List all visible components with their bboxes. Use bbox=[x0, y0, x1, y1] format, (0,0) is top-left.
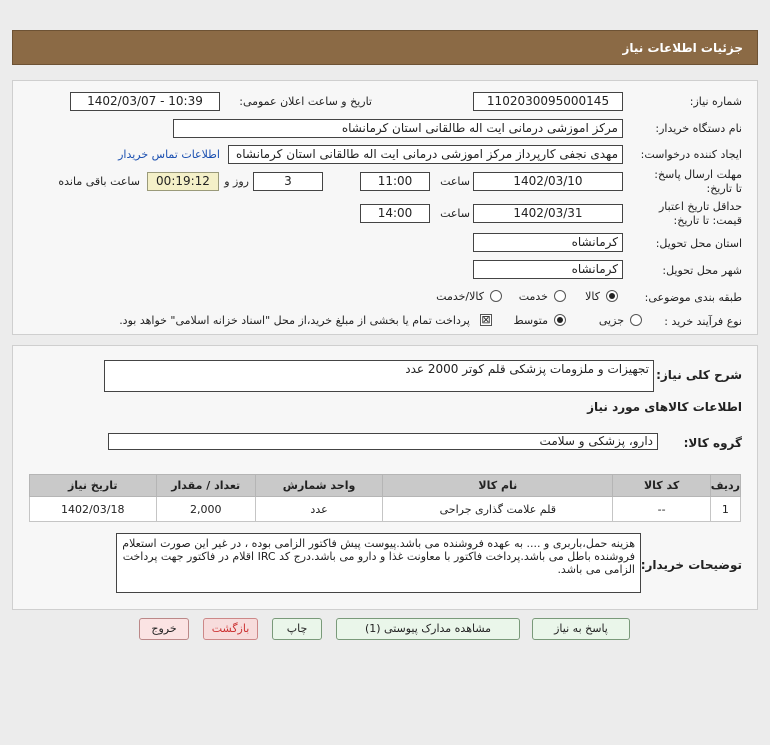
category-service-label: خدمت bbox=[518, 290, 548, 303]
cell-quantity: 2,000 bbox=[156, 497, 255, 522]
buyer-notes-label: توضیحات خریدار: bbox=[640, 558, 742, 572]
category-goods-label: کالا bbox=[585, 290, 600, 303]
buyer-org-field: مرکز اموزشی درمانی ایت اله طالقانی استان کرمانشاه bbox=[173, 119, 623, 138]
announce-datetime-field: 1402/03/07 - 10:39 bbox=[70, 92, 220, 111]
print-button[interactable]: چاپ bbox=[272, 618, 322, 640]
cell-code: -- bbox=[613, 497, 710, 522]
price-validity-label: حداقل تاریخ اعتبار قیمت: تا تاریخ: bbox=[658, 200, 742, 227]
delivery-province-field: کرمانشاه bbox=[473, 233, 623, 252]
goods-group-label: گروه کالا: bbox=[683, 436, 742, 450]
cell-unit: عدد bbox=[255, 497, 382, 522]
process-medium-radio[interactable] bbox=[554, 314, 566, 326]
delivery-city-field: کرمانشاه bbox=[473, 260, 623, 279]
col-need-date: تاریخ نیاز bbox=[30, 475, 157, 497]
col-unit: واحد شمارش bbox=[255, 475, 382, 497]
category-service-radio[interactable] bbox=[554, 290, 566, 302]
delivery-city-label: شهر محل تحویل: bbox=[662, 264, 742, 277]
deadline-time-field: 11:00 bbox=[360, 172, 430, 191]
announce-datetime-label: تاریخ و ساعت اعلان عمومی: bbox=[239, 95, 372, 108]
back-button[interactable]: بازگشت bbox=[203, 618, 258, 640]
buyer-contact-link[interactable]: اطلاعات تماس خریدار bbox=[118, 148, 220, 161]
attachments-button[interactable]: مشاهده مدارک پیوستی (1) bbox=[336, 618, 520, 640]
treasury-payment-checkbox[interactable]: ⊠ bbox=[481, 313, 491, 326]
page-header bbox=[12, 30, 758, 65]
goods-section-title: اطلاعات کالاهای مورد نیاز bbox=[587, 400, 742, 414]
process-minor-radio[interactable] bbox=[630, 314, 642, 326]
items-table-wrap bbox=[29, 474, 741, 522]
creator-field: مهدی نجفی کارپرداز مرکز اموزشی درمانی ایت اله طالقانی استان کرمانشاه bbox=[228, 145, 623, 164]
deadline-time-label: ساعت bbox=[440, 175, 470, 188]
treasury-payment-note: پرداخت تمام یا بخشی از مبلغ خرید،از محل "اسناد خزانه اسلامی" خواهد بود. bbox=[119, 314, 470, 327]
category-label: طبقه بندی موضوعی: bbox=[644, 291, 742, 304]
category-goods-service-label: کالا/خدمت bbox=[436, 290, 484, 303]
need-number-field: 1102030095000145 bbox=[473, 92, 623, 111]
cell-row: 1 bbox=[710, 497, 740, 522]
creator-label: ایجاد کننده درخواست: bbox=[640, 148, 742, 161]
price-validity-time-field: 14:00 bbox=[360, 204, 430, 223]
exit-button[interactable]: خروج bbox=[139, 618, 189, 640]
delivery-province-label: استان محل تحویل: bbox=[655, 237, 742, 250]
deadline-label: مهلت ارسال پاسخ: تا تاریخ: bbox=[654, 168, 742, 195]
price-validity-date-field: 1402/03/31 bbox=[473, 204, 623, 223]
items-table bbox=[29, 474, 741, 522]
price-validity-time-label: ساعت bbox=[440, 207, 470, 220]
remaining-days-field: 3 bbox=[253, 172, 323, 191]
category-goods-radio[interactable] bbox=[606, 290, 618, 302]
summary-field: تجهیزات و ملزومات پزشکی قلم کوتر 2000 عدد bbox=[104, 360, 654, 392]
reply-button[interactable]: پاسخ به نیاز bbox=[532, 618, 630, 640]
need-number-label: شماره نیاز: bbox=[689, 95, 742, 108]
goods-group-field: دارو، پزشکی و سلامت bbox=[108, 433, 658, 450]
remaining-time-field: 00:19:12 bbox=[147, 172, 219, 191]
deadline-date-field: 1402/03/10 bbox=[473, 172, 623, 191]
cell-need-date: 1402/03/18 bbox=[30, 497, 157, 522]
remaining-time-label: ساعت باقی مانده bbox=[58, 175, 140, 188]
process-minor-label: جزیی bbox=[598, 314, 624, 327]
cell-name: قلم علامت گذاری جراحی bbox=[383, 497, 613, 522]
col-row: ردیف bbox=[710, 475, 740, 497]
col-quantity: تعداد / مقدار bbox=[156, 475, 255, 497]
process-type-label: نوع فرآیند خرید : bbox=[664, 315, 742, 328]
table-row bbox=[30, 497, 741, 522]
process-medium-label: متوسط bbox=[513, 314, 548, 327]
category-goods-service-radio[interactable] bbox=[490, 290, 502, 302]
summary-label: شرح کلی نیاز: bbox=[656, 368, 742, 382]
buyer-org-label: نام دستگاه خریدار: bbox=[655, 122, 742, 135]
col-code: کد کالا bbox=[613, 475, 710, 497]
days-label: روز و bbox=[224, 175, 249, 188]
col-name: نام کالا bbox=[383, 475, 613, 497]
buyer-notes-field: هزینه حمل،باربری و .... به عهده فروشنده می باشد.پیوست پیش فاکتور الزامی بوده ، در غیر این صورت استعلام فروشنده باطل می باشد.پرداخت فاکتور با معاونت غذا و دارو می باشد.درج کد IRC اقلام در فاکتور جهت پرداخت الزامی می باشد. bbox=[116, 533, 641, 593]
page-title: جزئیات اطلاعات نیاز bbox=[622, 41, 743, 55]
